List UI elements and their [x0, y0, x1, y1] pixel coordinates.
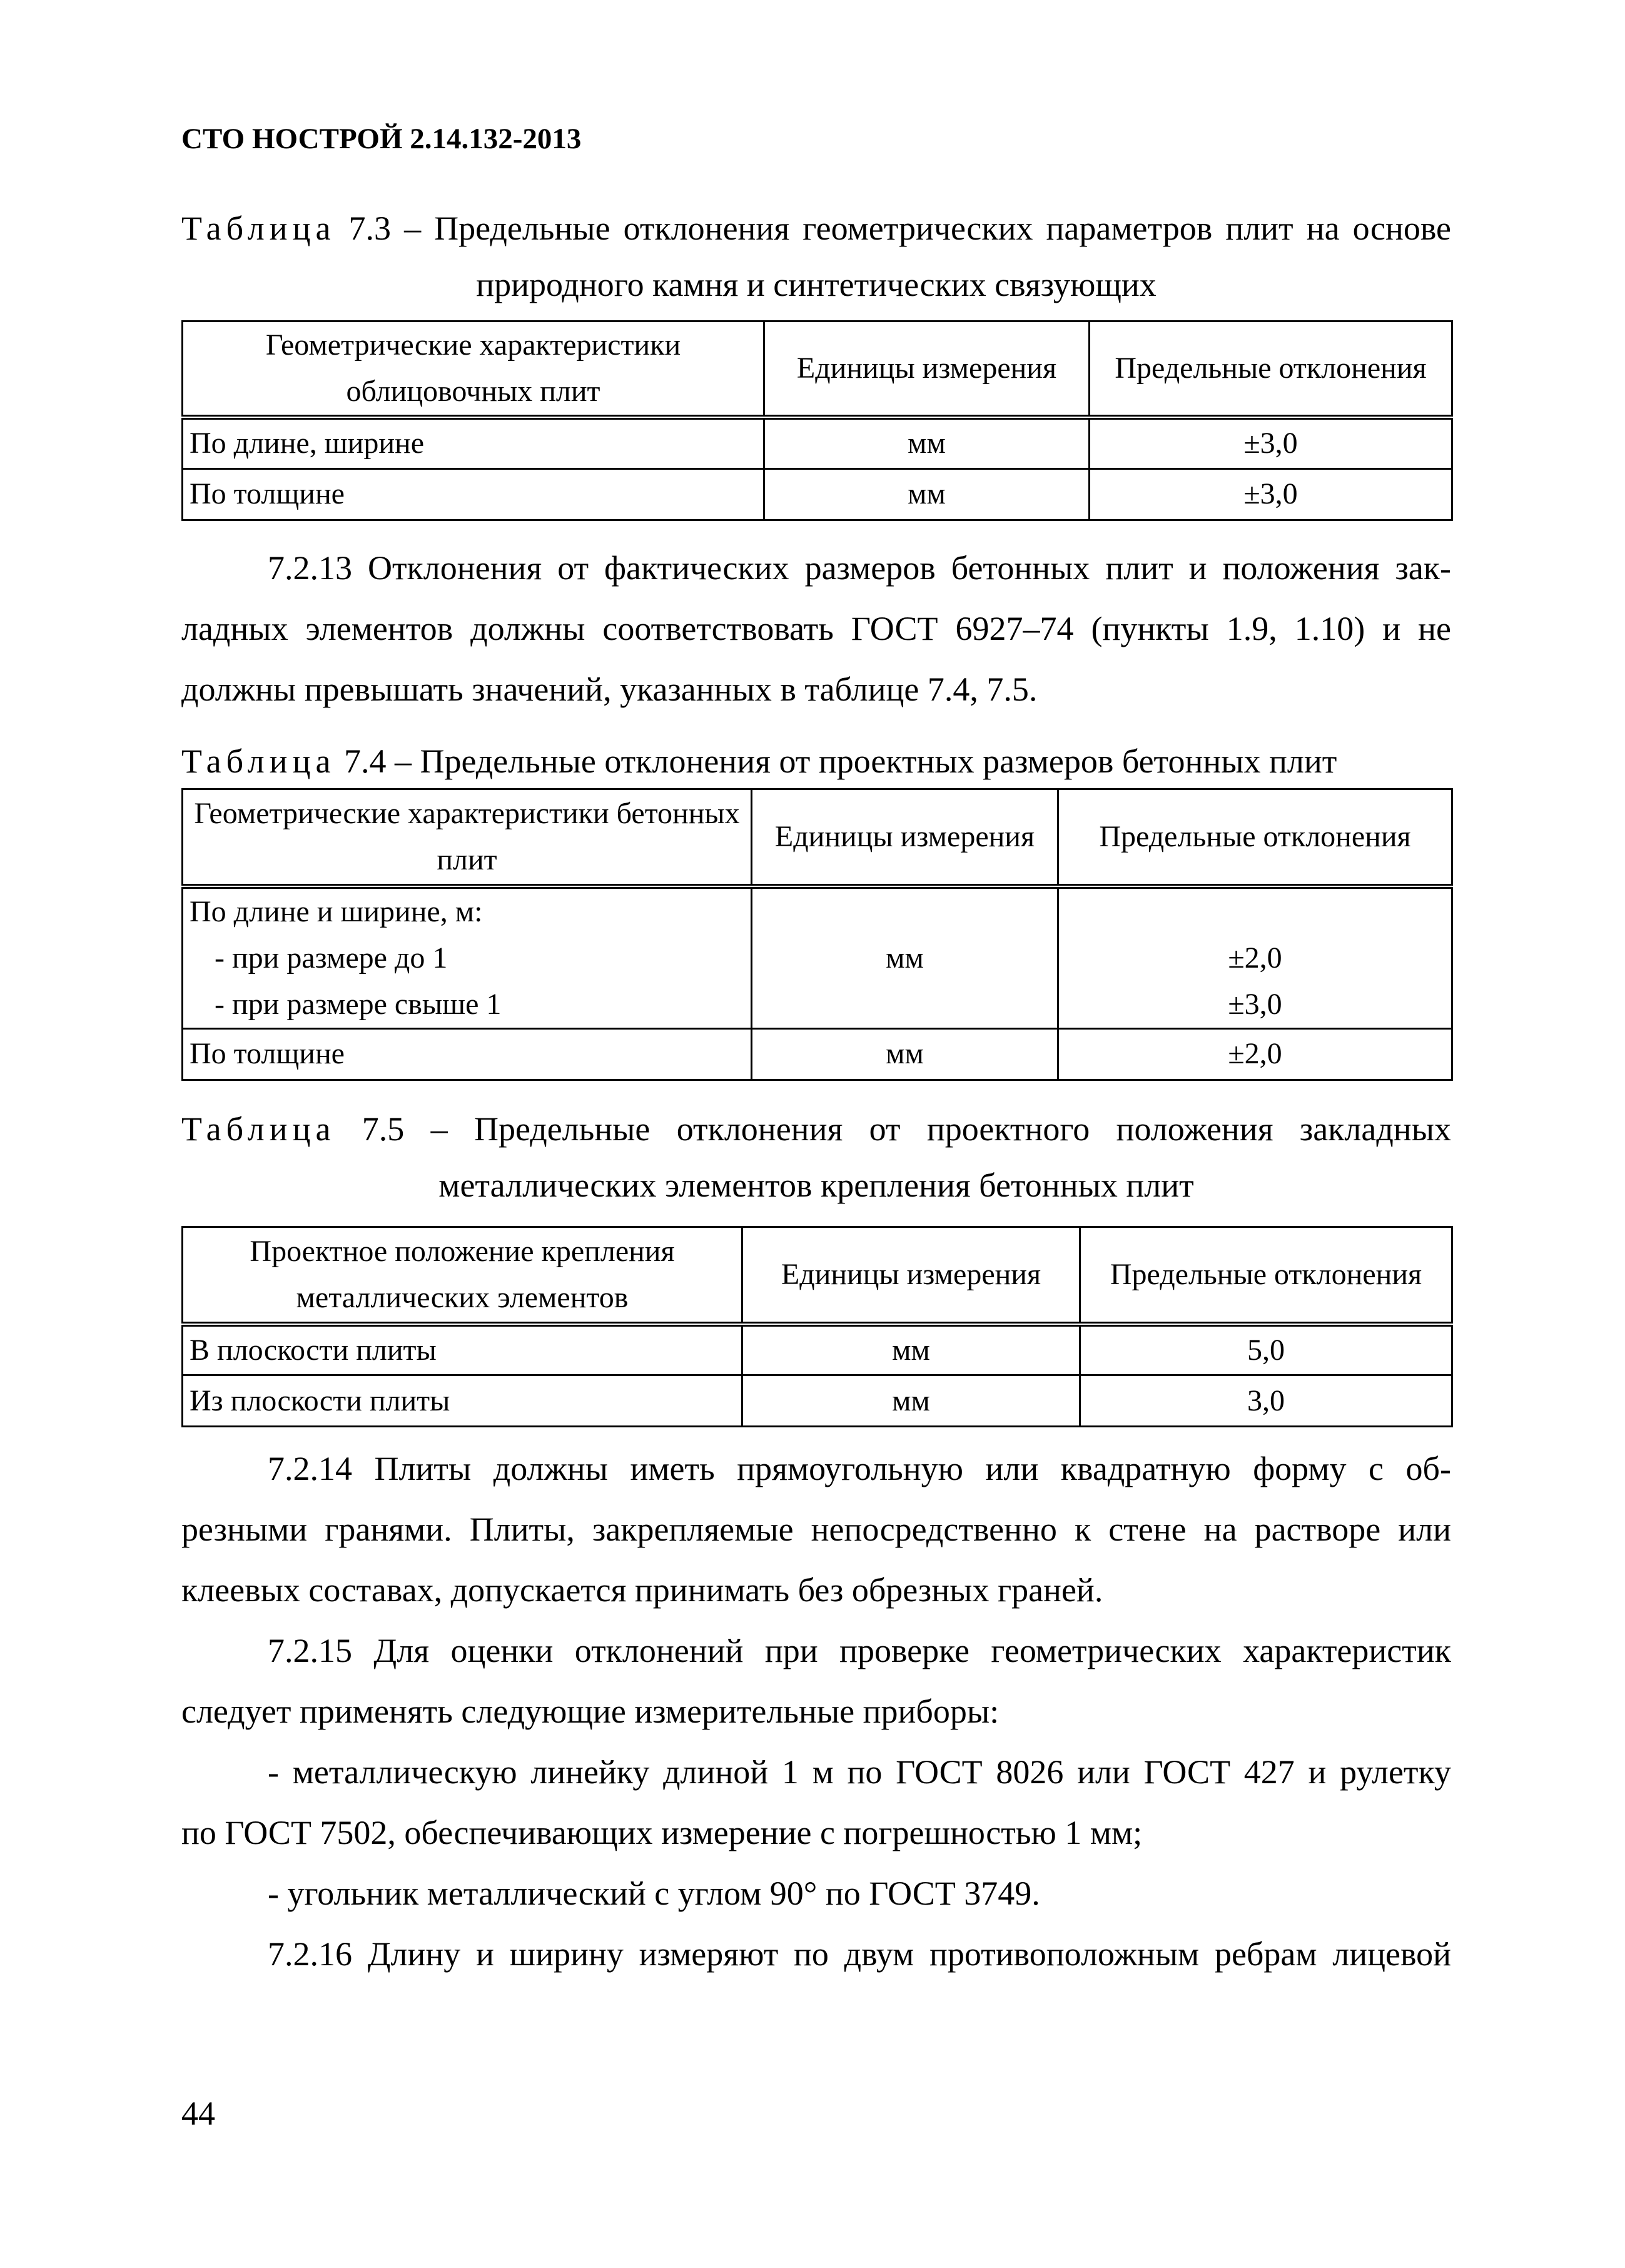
- table-cell: По толщине: [183, 468, 764, 520]
- caption-label: Таблица: [181, 742, 336, 780]
- table-7-4-caption: [181, 733, 1451, 789]
- text-line: 7.2.15 Для оценки отклонений при проверке геометрических характеристик: [268, 1632, 1451, 1669]
- text-line: следует применять следующие измерительные приборы:: [181, 1693, 1000, 1730]
- header-cell: Геометрические характеристики бетонных плит: [183, 789, 752, 886]
- table-row: [183, 417, 1452, 468]
- table-cell: [183, 886, 752, 1029]
- paragraph-7-2-14: [181, 1439, 1451, 1621]
- table-cell: мм: [752, 886, 1058, 1029]
- table-row: [183, 1028, 1452, 1080]
- table-cell: 3,0: [1080, 1375, 1452, 1427]
- table-cell: Из плоскости плиты: [183, 1375, 742, 1427]
- table-header-row: [183, 321, 1452, 418]
- text-line: по ГОСТ 7502, обеспечивающих измерение с погрешностью 1 мм;: [181, 1814, 1143, 1851]
- cell-line: - при размере свыше 1: [215, 987, 502, 1021]
- paragraph-7-2-13: [181, 538, 1451, 720]
- table-cell: 5,0: [1080, 1324, 1452, 1375]
- caption-text-line1: 7.4 – Предельные отклонения от проектных размеров бетонных плит: [335, 742, 1337, 780]
- table-cell: ±3,0: [1090, 417, 1452, 468]
- caption-text-line1: 7.5 – Предельные отклонения от проектного положения закладных: [335, 1110, 1451, 1148]
- table-cell: мм: [742, 1324, 1080, 1375]
- header-cell: Предельные отклонения: [1090, 321, 1452, 418]
- table-cell: мм: [764, 417, 1090, 468]
- table-7-4: [181, 788, 1453, 1081]
- text-line: клеевых составах, допускается принимать без обрезных граней.: [181, 1571, 1103, 1609]
- header-cell: Единицы измерения: [752, 789, 1058, 886]
- table-cell: По длине, ширине: [183, 417, 764, 468]
- header-cell: Предельные отклонения: [1058, 789, 1452, 886]
- text-line: 7.2.13 Отклонения от фактических размеров бетонных плит и положения зак-: [268, 549, 1451, 587]
- table-cell: мм: [764, 468, 1090, 520]
- table-7-5: [181, 1226, 1453, 1427]
- table-cell: В плоскости плиты: [183, 1324, 742, 1375]
- caption-text-line2: металлических элементов крепления бетонных плит: [438, 1167, 1194, 1204]
- header-cell: Единицы измерения: [742, 1227, 1080, 1324]
- text-line: резными гранями. Плиты, закрепляемые непосредственно к стене на растворе или: [181, 1511, 1451, 1548]
- caption-label: Таблица: [181, 210, 336, 247]
- header-cell: Единицы измерения: [764, 321, 1090, 418]
- table-7-3-caption: [181, 200, 1451, 313]
- text-line: - металлическую линейку длиной 1 м по ГОСТ 8026 или ГОСТ 427 и рулетку: [268, 1753, 1451, 1791]
- table-cell: мм: [752, 1028, 1058, 1080]
- header-cell: Геометрические характеристики облицовочных плит: [183, 321, 764, 418]
- table-7-5-caption: [181, 1101, 1451, 1213]
- caption-text-line2: природного камня и синтетических связующих: [476, 266, 1157, 303]
- list-item: [181, 1863, 1451, 1924]
- table-cell: По толщине: [183, 1028, 752, 1080]
- text-line: ладных элементов должны соответствовать ГОСТ 6927–74 (пункты 1.9, 1.10) и не: [181, 610, 1451, 647]
- table-row: [183, 886, 1452, 1029]
- cell-line: По длине и ширине, м:: [190, 894, 483, 928]
- table-row: [183, 1375, 1452, 1427]
- paragraph-7-2-16: [181, 1924, 1451, 1985]
- table-cell: ±2,0: [1058, 1028, 1452, 1080]
- paragraph-7-2-15: [181, 1621, 1451, 1742]
- table-row: [183, 468, 1452, 520]
- table-header-row: [183, 1227, 1452, 1324]
- caption-label: Таблица: [181, 1110, 336, 1148]
- page-number: 44: [181, 2095, 215, 2132]
- cell-line: - при размере до 1: [215, 941, 448, 975]
- caption-text-line1: 7.3 – Предельные отклонения геометрических параметров плит на основе: [335, 210, 1451, 247]
- table-cell: мм: [742, 1375, 1080, 1427]
- cell-line: ±3,0: [1228, 987, 1282, 1021]
- text-line: 7.2.16 Длину и ширину измеряют по двум противоположным ребрам лицевой: [268, 1935, 1451, 1973]
- document-header: СТО НОСТРОЙ 2.14.132-2013: [181, 123, 582, 155]
- header-cell: Предельные отклонения: [1080, 1227, 1452, 1324]
- header-cell: Проектное положение крепления металлических элементов: [183, 1227, 742, 1324]
- table-row: [183, 1324, 1452, 1375]
- text-line: должны превышать значений, указанных в таблице 7.4, 7.5.: [181, 671, 1038, 708]
- cell-line: ±2,0: [1228, 941, 1282, 975]
- text-line: 7.2.14 Плиты должны иметь прямоугольную или квадратную форму с об-: [268, 1450, 1451, 1487]
- list-item: [181, 1742, 1451, 1863]
- table-cell: ±3,0: [1090, 468, 1452, 520]
- table-cell: [1058, 886, 1452, 1029]
- text-line: - угольник металлический с углом 90° по ГОСТ 3749.: [268, 1875, 1040, 1912]
- table-7-3: [181, 320, 1453, 521]
- table-header-row: [183, 789, 1452, 886]
